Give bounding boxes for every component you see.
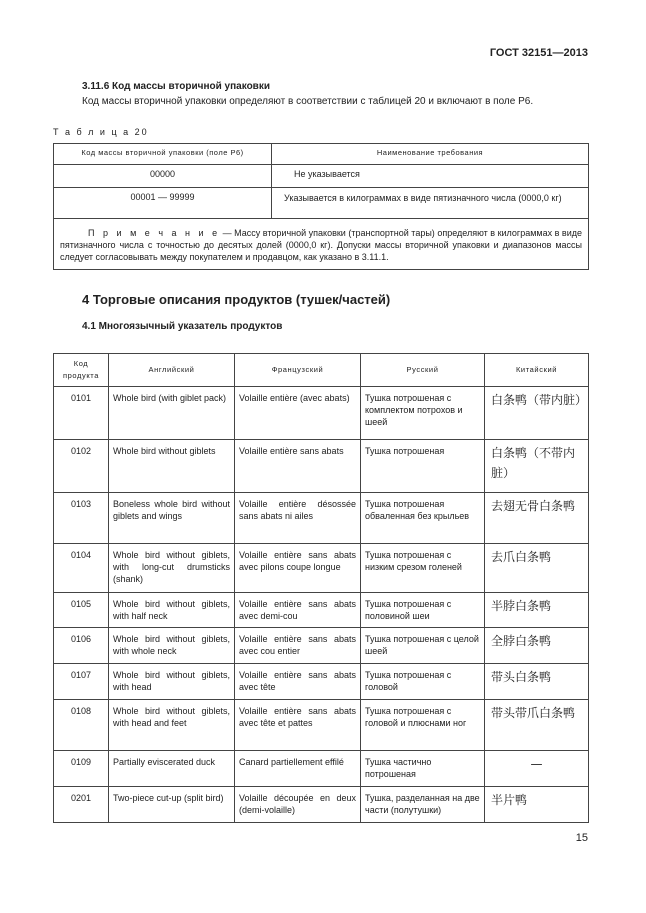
table-note-row — [54, 219, 589, 270]
english-name: Partially eviscerated duck — [109, 751, 235, 787]
product-code: 0108 — [54, 700, 109, 751]
chinese-name: 去翅无骨白条鸭 — [485, 493, 589, 544]
french-name: Volaille entière sans abats avec cou entier — [235, 628, 361, 664]
note-text: — Массу вторичной упаковки (транспортной тары) определяют в килограммах в виде пятизначного числа с точностью до десятых долей (0000,0 кг). Допуски массы вторичной упаковки и диапазонов массы следует согласовывать между покупателем и продавцом, как указано в 3.11.1. — [60, 228, 582, 262]
table-header-cell: Наименование требования — [272, 144, 589, 165]
chinese-name: 白条鸭（带内脏） — [485, 387, 589, 440]
header-french: Французский — [235, 354, 361, 387]
russian-name: Тушка потрошеная с половиной шеи — [361, 593, 485, 628]
french-name: Volaille entière sans abats avec demi-cou — [235, 593, 361, 628]
english-name: Boneless whole bird without giblets and wings — [109, 493, 235, 544]
note-label: П р и м е ч а н и е — [88, 228, 221, 238]
chinese-name: 带头带爪白条鸭 — [485, 700, 589, 751]
french-name: Volaille entière (avec abats) — [235, 387, 361, 440]
section-heading-3-11-6: 3.11.6 Код массы вторичной упаковки — [82, 81, 270, 92]
chinese-name: 白条鸭（不带内脏） — [485, 440, 589, 493]
chinese-name: 带头白条鸭 — [485, 664, 589, 700]
code-cell: 00000 — [54, 165, 272, 188]
russian-name: Тушка, разделанная на две части (полутушки) — [361, 787, 485, 823]
table-row — [54, 188, 589, 219]
french-name: Volaille entière sans abats avec pilons coupe longue — [235, 544, 361, 593]
header-english: Английский — [109, 354, 235, 387]
description-cell: Не указывается — [272, 165, 589, 188]
russian-name: Тушка потрошеная с целой шеей — [361, 628, 485, 664]
english-name: Whole bird (with giblet pack) — [109, 387, 235, 440]
chinese-name: 半片鸭 — [485, 787, 589, 823]
english-name: Whole bird without giblets, with head and feet — [109, 700, 235, 751]
french-name: Volaille entière sans abats avec tête — [235, 664, 361, 700]
table-20 — [53, 143, 589, 270]
description-cell: Указывается в килограммах в виде пятизначного числа (0000,0 кг) — [272, 188, 589, 219]
document-header: ГОСТ 32151—2013 — [489, 47, 588, 59]
product-code: 0105 — [54, 593, 109, 628]
table-row — [54, 544, 589, 593]
russian-name: Тушка потрошеная — [361, 440, 485, 493]
table-header-cell: Код массы вторичной упаковки (поле Р6) — [54, 144, 272, 165]
section-4-heading: 4 Торговые описания продуктов (тушек/частей) — [82, 292, 391, 307]
code-cell: 00001 — 99999 — [54, 188, 272, 219]
chinese-name: 半脖白条鸭 — [485, 593, 589, 628]
table-row — [54, 593, 589, 628]
header-code: Код продукта — [54, 354, 109, 387]
english-name: Whole bird without giblets, with head — [109, 664, 235, 700]
russian-name: Тушка потрошеная с головой и плюснами ног — [361, 700, 485, 751]
product-code: 0104 — [54, 544, 109, 593]
chinese-name: — — [485, 751, 589, 787]
russian-name: Тушка частично потрошеная — [361, 751, 485, 787]
french-name: Volaille entière désossée sans abats ni ailes — [235, 493, 361, 544]
english-name: Whole bird without giblets, with long-cut drumsticks (shank) — [109, 544, 235, 593]
chinese-name: 去爪白条鸭 — [485, 544, 589, 593]
russian-name: Тушка потрошеная обваленная без крыльев — [361, 493, 485, 544]
french-name: Volaille entière sans abats avec tête et pattes — [235, 700, 361, 751]
english-name: Whole bird without giblets — [109, 440, 235, 493]
table-row — [54, 664, 589, 700]
header-russian: Русский — [361, 354, 485, 387]
table-20-caption: Т а б л и ц а 20 — [53, 127, 149, 137]
table-row — [54, 493, 589, 544]
french-name: Volaille découpée en deux (demi-volaille) — [235, 787, 361, 823]
english-name: Two-piece cut-up (split bird) — [109, 787, 235, 823]
table-row — [54, 751, 589, 787]
table-row — [54, 165, 589, 188]
french-name: Volaille entière sans abats — [235, 440, 361, 493]
chinese-name: 全脖白条鸭 — [485, 628, 589, 664]
table-row — [54, 440, 589, 493]
section-4-1-heading: 4.1 Многоязычный указатель продуктов — [82, 321, 283, 332]
product-code: 0107 — [54, 664, 109, 700]
product-code: 0101 — [54, 387, 109, 440]
header-chinese: Китайский — [485, 354, 589, 387]
product-index-table — [53, 353, 589, 823]
table-note — [54, 219, 589, 270]
product-code: 0201 — [54, 787, 109, 823]
russian-name: Тушка потрошеная с комплектом потрохов и шеей — [361, 387, 485, 440]
table-row — [54, 387, 589, 440]
english-name: Whole bird without giblets, with half neck — [109, 593, 235, 628]
product-code: 0109 — [54, 751, 109, 787]
russian-name: Тушка потрошеная с головой — [361, 664, 485, 700]
page-number: 15 — [575, 832, 588, 844]
product-code: 0103 — [54, 493, 109, 544]
english-name: Whole bird without giblets, with whole neck — [109, 628, 235, 664]
table-row — [54, 787, 589, 823]
section-text-3-11-6: Код массы вторичной упаковки определяют в соответствии с таблицей 20 и включают в поле Р6. — [82, 96, 534, 107]
russian-name: Тушка потрошеная с низким срезом голеней — [361, 544, 485, 593]
table-row — [54, 700, 589, 751]
table-header-row — [54, 354, 589, 387]
french-name: Canard partiellement effilé — [235, 751, 361, 787]
table-row — [54, 628, 589, 664]
table-header-row — [54, 144, 589, 165]
product-code: 0106 — [54, 628, 109, 664]
product-code: 0102 — [54, 440, 109, 493]
